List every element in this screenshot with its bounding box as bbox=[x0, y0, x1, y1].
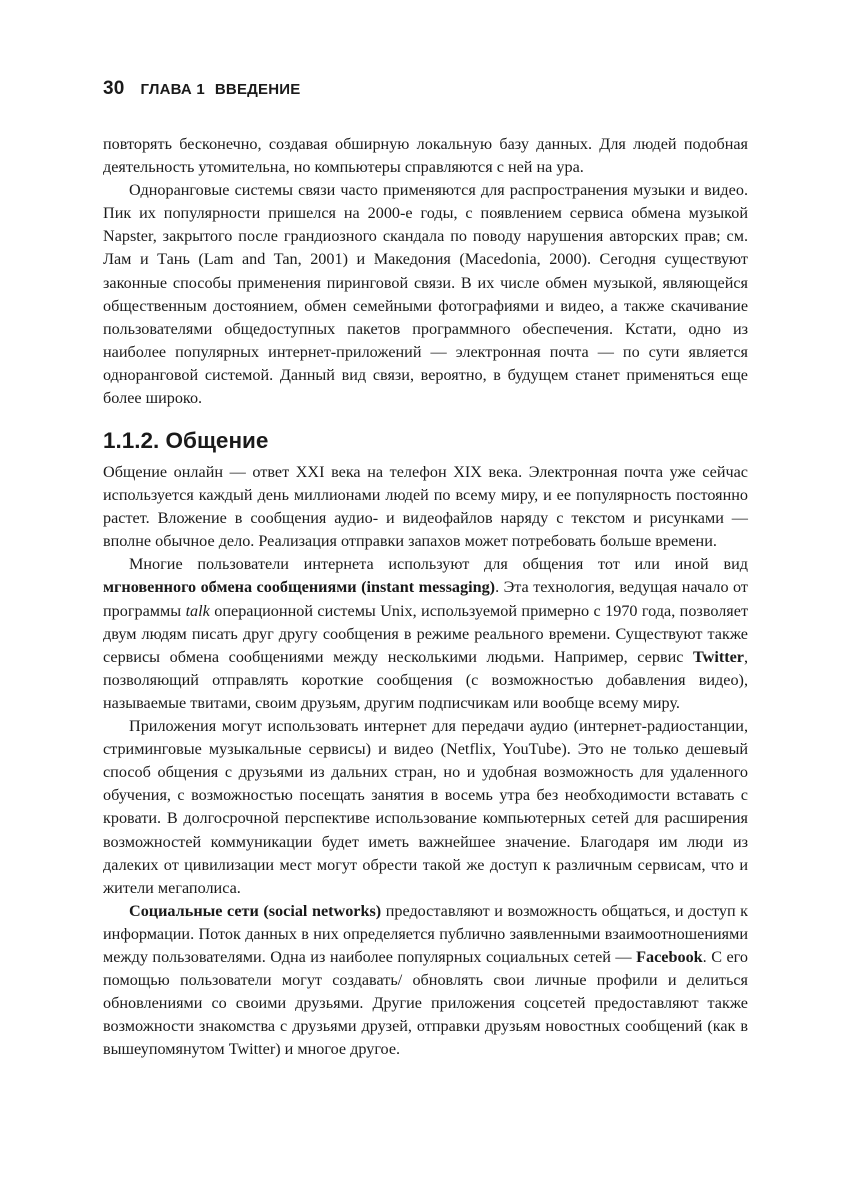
chapter-label: ГЛАВА 1 bbox=[140, 81, 205, 98]
paragraph-online: Общение онлайн — ответ XXI века на телефон XIX века. Электронная почта уже сейчас используется каждый день миллионами людей по всему миру, и ее популярность постоянно растет. Вложение в сообщения аудио- и видеофайлов наряду с текстом и рисунками — вполне обычное дело. Реализация отправки запахов может потребовать больше времени. bbox=[103, 463, 748, 551]
running-header bbox=[103, 78, 300, 100]
paragraph-p2p: Одноранговые системы связи часто применяются для распространения музыки и видео. Пик их популярности пришелся на 2000-е годы, с появлением сервиса обмена музыкой Napster, закрытого после грандиозного скандала по поводу нарушения авторских прав; см. Лам и Тань (Lam and Tan, 2001) и Македония (Macedonia, 2000). Сегодня существуют законные способы применения пиринговой связи. В их числе обмен музыкой, являющейся общественным достоянием, обмен семейными фотографиями и видео, а также скачивание пользователями общедоступных пакетов программного обеспечения. Кстати, одно из наиболее популярных интернет-приложений — электронная почта — по сути является одноранговой системой. Данный вид связи, вероятно, в будущем станет применяться еще более широко. bbox=[103, 181, 748, 408]
section-label: ВВЕДЕНИЕ bbox=[214, 81, 301, 98]
term-facebook: Facebook bbox=[636, 947, 703, 966]
term-talk: talk bbox=[185, 601, 210, 620]
paragraph-continued: повторять бесконечно, создавая обширную локальную базу данных. Для людей подобная деятельность утомительна, но компьютеры справляются с ней на ура. bbox=[103, 135, 748, 177]
p4-tail: , позволяющий отправлять короткие сообщения (с возможностью добавления видео), называемые твитами, своим друзьям, другим подписчикам или вообще всему миру. bbox=[103, 647, 749, 712]
text-block-communication bbox=[103, 461, 748, 1061]
term-instant-messaging: мгновенного обмена сообщениями (instant messaging) bbox=[103, 578, 496, 597]
term-twitter: Twitter bbox=[693, 647, 744, 666]
p4-mid1: . Эта технология, ведущая начало от программы bbox=[103, 578, 748, 620]
p4-mid2: операционной системы Unix, используемой примерно с 1970 года, позволяет двум людям писать друг другу сообщения в режиме реального времени. Существуют также сервисы обмена сообщениями между несколькими людьми. Например, сервис bbox=[103, 601, 749, 666]
p6-tail: . С его помощью пользователи могут создавать/ обновлять свои личные профили и делиться обновлениями со своими друзьями. Другие приложения соцсетей предоставляют также возможности знакомства с друзьями друзей, отправки друзьям новостных сообщений (как в вышеупомянутом Twitter) и многое другое. bbox=[103, 947, 749, 1059]
p6-mid1: предоставляют и возможность общаться, и доступ к информации. Поток данных в них определяется публично заявленными взаимоотношениями между пользователями. Одна из наиболее популярных социальных сетей — bbox=[103, 901, 749, 966]
text-block-top bbox=[103, 133, 748, 410]
paragraph-instant-messaging bbox=[103, 553, 748, 715]
p4-lead: Многие пользователи интернета используют для общения тот или иной вид bbox=[129, 555, 748, 574]
page-number: 30 bbox=[103, 78, 125, 99]
section-heading: 1.1.2. Общение bbox=[103, 428, 269, 453]
term-social-networks: Социальные сети (social networks) bbox=[129, 901, 382, 920]
paragraph-audio-video: Приложения могут использовать интернет для передачи аудио (интернет-радиостанции, стриминговые музыкальные сервисы) и видео (Netflix, YouTube). Это не только дешевый способ общения с друзьями из дальних стран, но и удобная возможность для удаленного обучения, с возможностью посещать занятия в восемь утра без необходимости вставать с кровати. В долгосрочной перспективе использование компьютерных сетей для расширения возможностей коммуникации будет иметь важнейшее значение. Благодаря им люди из далеких от цивилизации мест могут обрести такой же доступ к различным сервисам, что и жители мегаполиса. bbox=[103, 717, 748, 897]
paragraph-social-networks bbox=[103, 900, 748, 1062]
